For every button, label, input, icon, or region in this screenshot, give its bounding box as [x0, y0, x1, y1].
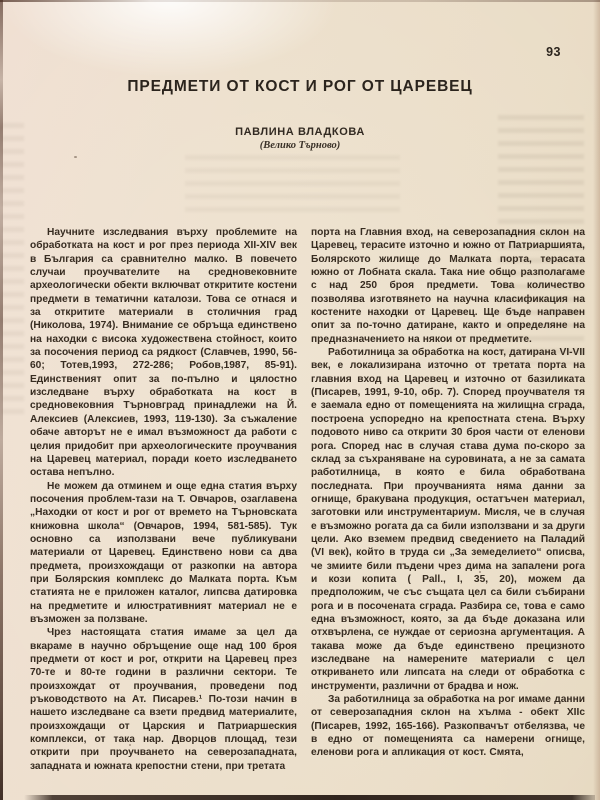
scan-edge-bottom	[24, 795, 595, 800]
show-through-text-center	[185, 152, 400, 218]
paper-speck	[74, 156, 77, 158]
show-through-text-left-margin	[2, 120, 24, 420]
paragraph: За работилница за обработка на рог имаме данни от северозападния склон на хълма - обект XIIc (Писарев, 1992, 165-166). Разкопвачът отбелязва, че в едно от помещенията са намерени огнище, еленови рога и апликация от кост. Смята,	[311, 694, 585, 759]
scan-edge-right	[593, 0, 600, 800]
column-right	[311, 226, 585, 773]
author-location: (Велико Търново)	[259, 140, 341, 151]
article-title: ПРЕДМЕТИ ОТ КОСТ И РОГ ОТ ЦАРЕВЕЦ	[127, 78, 473, 95]
paragraph: Не можем да отминем и още една статия върху посочения проблем-тази на Т. Овчаров, озаглавена „Находки от кост и рог от времето на Търновската книжовна школа“ (Овчаров, 1994, 581-585). Тук основно са използвани вече публикувани материали от Царевец. Единствено нови са два предмета, произхождащи от разкопки на автора при Болярския комплекс до Малката порта. Към статията не е приложен каталог, липсва датировка на предметите и илюстративният материал не е възможен за ползване.	[30, 480, 297, 625]
scan-edge-left	[0, 0, 3, 800]
paragraph: Научните изследвания върху проблемите на обработката на кост и рог през периода XII-XIV век в България са сравнително малко. В повечето случаи проучвателите на средновековните археологически обекти включват откритите костени предмети в тематични каталози. Това се отнася и за откритите материали в столичния град (Николова, 1974). Внимание се обръща единствено на находки с висока художествена стойност, които за посочения период са рядкост (Славчев, 1990, 56-60; Тотев,1993, 272-286; Робов,1987, 85-91). Единственият опит за по-пълно и цялостно изследване върху обработката на кост в средновековния Търновград принадлежи на Й. Алексиев (Алексиев, 1993, 119-130). За съжаление обаче авторът не е имал възможност да работи с целия придобит при археологическите проучвания на Царевец материал, поради което изследването остава непълно.	[30, 227, 297, 479]
article-body	[30, 226, 585, 773]
author-name: ПАВЛИНА ВЛАДКОВА	[235, 126, 365, 138]
paragraph: Чрез настоящата статия имаме за цел да вкараме в научно обръщение още над 100 броя предмети от кост и рог, открити на Царевец през 70-те и 80-те години в различни сектори. Те произхождат от проучвания, проведени под ръководството на Ат. Писарев.¹ По-този начин в нашето изследване са взети предвид материалите, произхождащи от Царския и Патриаршеския комплекси, от така нар. Дворцов площад, тези открити при проучването на северозападната, западната и южната крепостни стени, при третата	[30, 627, 297, 772]
column-left	[30, 226, 297, 773]
scan-edge-top	[0, 0, 600, 2]
page-number: 93	[546, 45, 561, 59]
paragraph: Работилница за обработка на кост, датирана VI-VII век, е локализирана източно от третата порта на главния вход на Царевец и източно от базиликата (Писарев, 1991, 9-10, обр. 7). Според проучвателя тя е заемала едно от помещенията на жилищна сграда, построена успоредно на крепостната стена. Върху подовото ниво са открити 30 броя части от еленови рога. Според нас в случая става дума по-скоро за склад за съхраняване на суровината, а не за самата работилница, в която е била обработвана последната. При проучванията няма данни за огнище, бракувана продукция, остатъчен материал, заготовки или инструментариум. Мисля, че в случая е възможно рогата да са били използвани и за други цели. Ако вземем предвид сведението на Паладий (VI век), който в труда си „За земеделието“ описва, че змиите били пъдени чрез дима на запалени рога и кози копита ( Pall., I, 35, 20), можем да предположим, че със същата цел са били събирани рога и в посочената сграда. Разбира се, това е само една възможност, която, за да бъде доказана или отхвърлена, се нуждае от сериозна аргументация. А такава може да бъде единствено прецизното изследване на намерените материали с цел откриването или липсата на следи от обработка с инструменти, различни от брадва и нож.	[311, 347, 585, 692]
paragraph: порта на Главния вход, на северозападния склон на Царевец, терасите източно и южно от Патриаршията, Болярското жилище до Малката порта, терасата южно от Лобната скала. Така ние общо разполагаме с над 250 броя предмети. Това количество позволява изготвянето на научна класификация на костените находки от Царевец. Ще бъде направен опит за по-точно датиране, както и определяне на предназначението на някои от предметите.	[311, 227, 585, 345]
